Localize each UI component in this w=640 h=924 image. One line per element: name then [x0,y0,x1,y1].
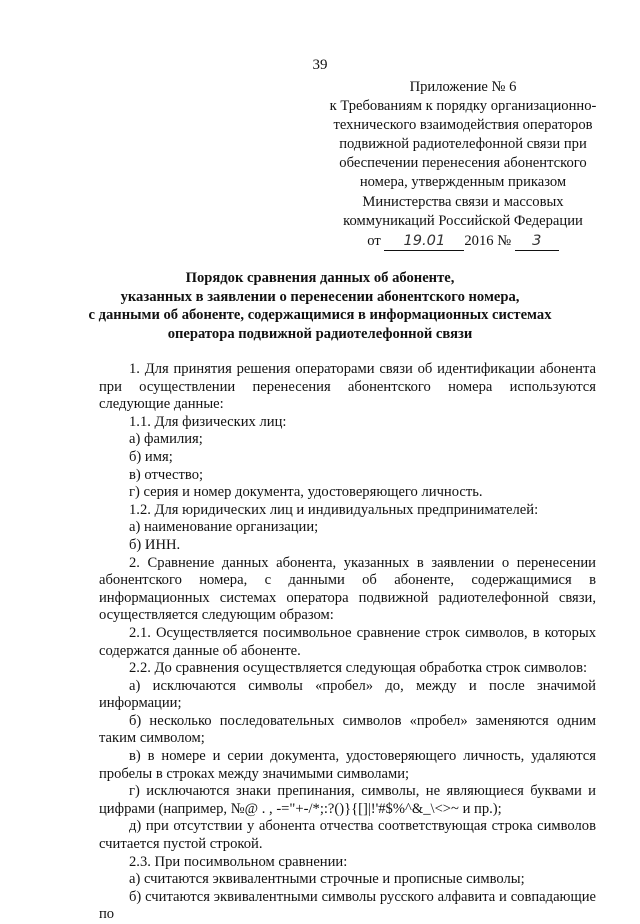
paragraph: в) в номере и серии документа, удостоверяющего личность, удаляются пробелы в строках между значимыми символами; [99,748,596,782]
page-number: 39 [312,57,328,73]
document-title [40,269,600,343]
title-line: с данными об абоненте, содержащимися в информационных системах [88,307,552,323]
document-body [99,361,596,924]
paragraph: г) исключаются знаки препинания, символы, не являющиеся буквами и цифрами (например, №@ . , -="+-/*;:?()}{[]|!'#$%^&_\<>~ и пр.); [99,783,596,817]
paragraph: д) при отсутствии у абонента отчества соответствующая строка символов считается пустой строкой. [99,818,596,853]
appendix-line: Министерства связи и массовых [362,193,564,210]
paragraph: в) отчество; [129,466,204,483]
paragraph: 1.2. Для юридических лиц и индивидуальных предпринимателей: [129,501,539,518]
paragraph: г) серия и номер документа, удостоверяющего личность. [129,484,483,501]
appendix-line: Приложение № 6 [409,79,517,95]
appendix-line: номера, утвержденным приказом [359,174,567,191]
title-line: Порядок сравнения данных об абоненте, [185,270,455,286]
paragraph: 1.1. Для физических лиц: [129,413,287,430]
paragraph: б) несколько последовательных символов «пробел» заменяются одним таким символом; [99,712,596,747]
paragraph: а) фамилия; [129,431,203,448]
paragraph: 2.1. Осуществляется посимвольное сравнение строк символов, в которых содержатся данные об абоненте. [99,624,596,659]
paragraph: б) считаются эквивалентными символы русского алфавита и совпадающие по [99,888,596,923]
handwritten-date: 19.01 [384,231,464,251]
paragraph: а) исключаются символы «пробел» до, между и после значимой информации; [99,677,596,712]
paragraph: а) считаются эквивалентными строчные и прописные символы; [129,871,525,888]
appendix-line: технического взаимодействия операторов [333,117,593,134]
paragraph: 1. Для принятия решения операторами связи об идентификации абонента при осуществлении перенесения абонентского номера используются следующие данные: [99,361,596,413]
order-date-line [318,231,608,251]
paragraph: б) имя; [129,448,173,465]
paragraph: 2.2. До сравнения осуществляется следующая обработка строк символов: [129,660,588,677]
paragraph: 2.3. При посимвольном сравнении: [129,853,348,870]
paragraph: б) ИНН. [129,536,181,553]
title-line: оператора подвижной радиотелефонной связи [167,325,473,342]
appendix-line: коммуникаций Российской Федерации [343,212,583,229]
year-text: 2016 № [464,232,512,249]
date-prefix: от [367,232,381,249]
appendix-header [318,78,608,251]
appendix-line: обеспечении перенесения абонентского [339,155,587,172]
title-line: указанных в заявлении о перенесении абонентского номера, [120,288,520,305]
appendix-line: к Требованиям к порядку организационно- [329,98,597,115]
handwritten-number: 3 [515,231,559,251]
appendix-line: подвижной радиотелефонной связи при [339,136,587,153]
paragraph: 2. Сравнение данных абонента, указанных в заявлении о перенесении абонентского номера, с данными об абоненте, содержащимися в информационных системах оператора подвижной радиотелефонной связи, осуществляется следующим образом: [99,554,596,624]
paragraph: а) наименование организации; [129,519,319,536]
